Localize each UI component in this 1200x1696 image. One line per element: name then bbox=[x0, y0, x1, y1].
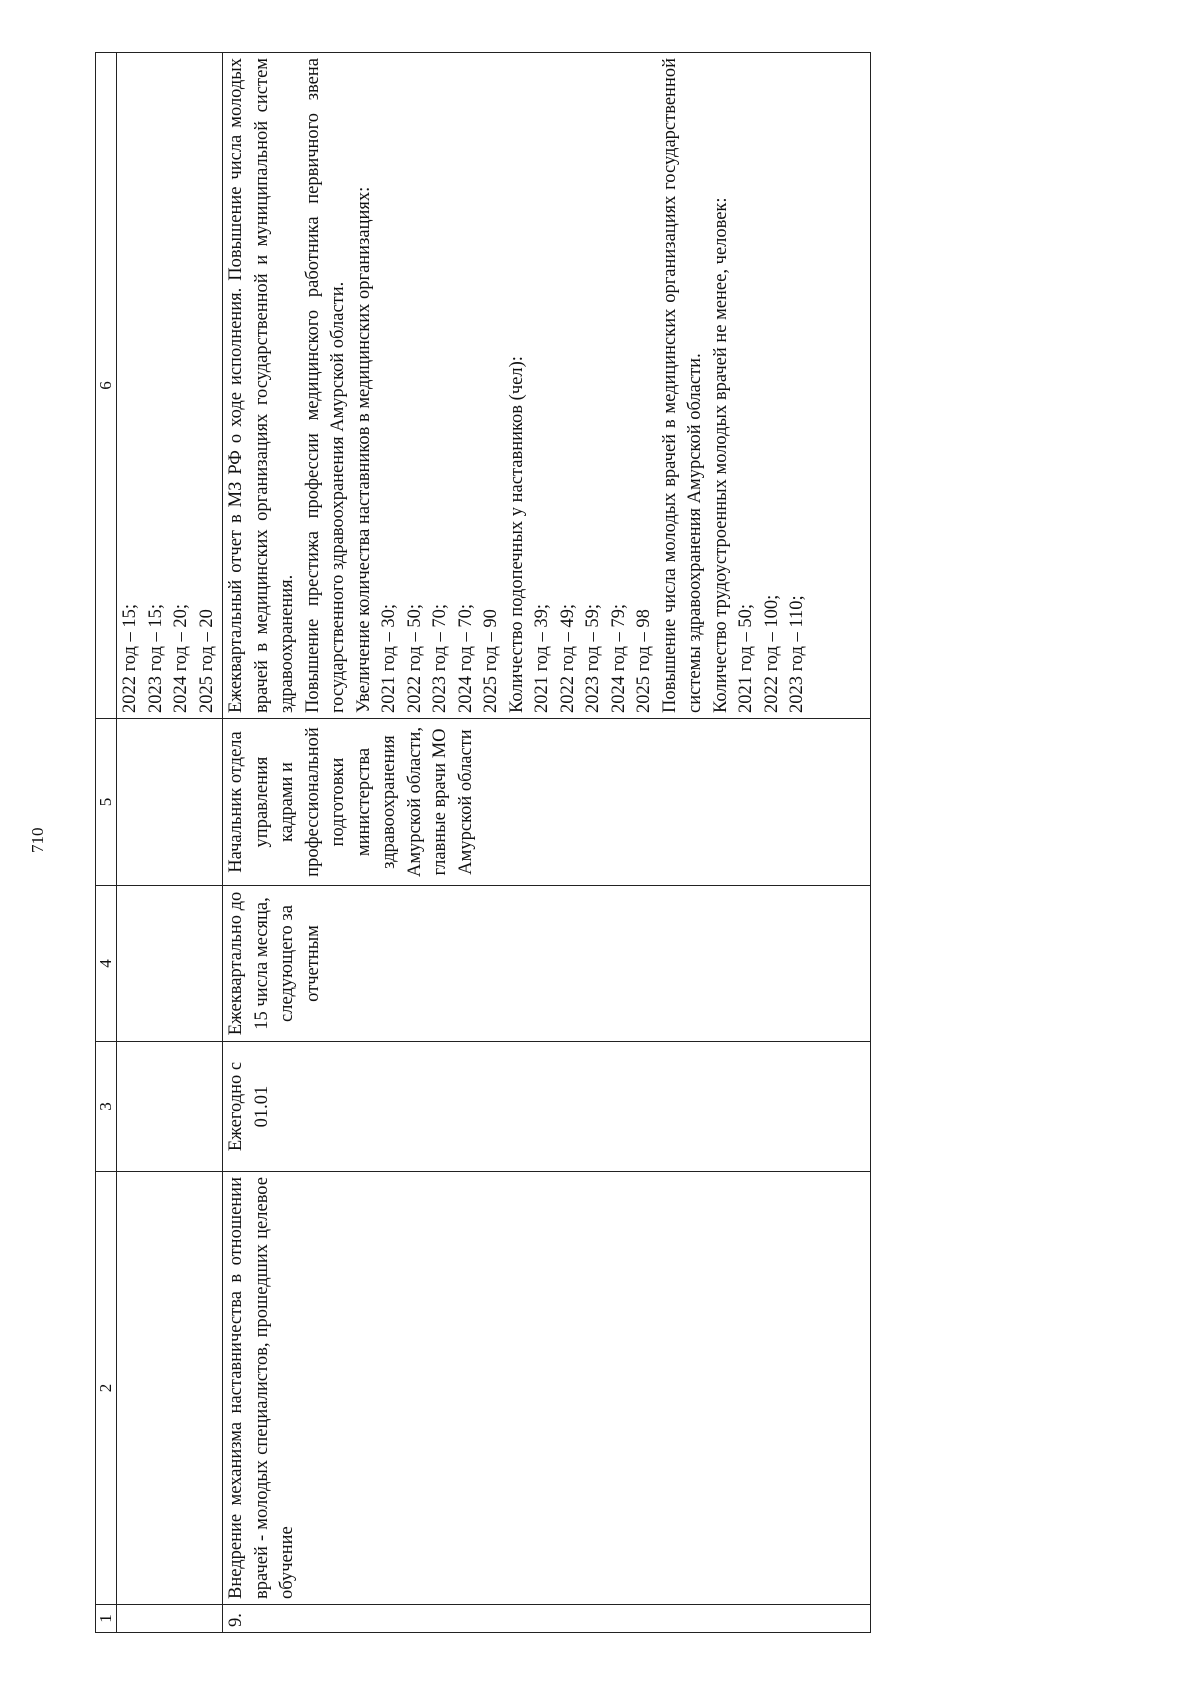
result-paragraph: Увеличение количества наставников в медицинских организациях: bbox=[353, 186, 374, 713]
result-paragraph: Количество подопечных у наставников (чел): bbox=[506, 356, 527, 713]
continuation-line: 2023 год – 15; bbox=[145, 603, 166, 713]
continuation-row bbox=[117, 53, 223, 1633]
continuation-line: 2022 год – 15; bbox=[120, 603, 140, 713]
result-paragraph: Количество трудоустроенных молодых врачей не менее, человек: bbox=[710, 197, 731, 713]
mentors-line: 2023 год – 70; bbox=[430, 603, 450, 713]
continuation-cell-6 bbox=[117, 53, 223, 719]
employed-line: 2023 год – 110; bbox=[787, 595, 807, 713]
mentees-line: 2022 год – 49; bbox=[557, 603, 578, 713]
column-number-1: 1 bbox=[96, 1605, 117, 1633]
continuation-cell-3 bbox=[117, 1042, 223, 1172]
column-number-2: 2 bbox=[96, 1172, 117, 1605]
mentees-line: 2023 год – 59; bbox=[583, 603, 603, 713]
mentors-line: 2025 год – 90 bbox=[481, 609, 501, 713]
continuation-line: 2024 год – 20; bbox=[171, 603, 191, 713]
responsible-cell: Начальник отдела управления кадрами и профессиональной подготовки министерства здравоохранения Амурской области, главные врачи МО Амурской области bbox=[223, 719, 871, 886]
mentees-line: 2024 год – 79; bbox=[608, 603, 629, 713]
mentors-line: 2024 год – 70; bbox=[455, 603, 476, 713]
reporting-deadline-cell: Ежеквартально до 15 числа месяца, следующего за отчетным bbox=[223, 886, 871, 1042]
plan-table bbox=[95, 52, 871, 1633]
column-number-5: 5 bbox=[96, 719, 117, 886]
employed-line: 2022 год – 100; bbox=[761, 594, 782, 713]
table-row bbox=[223, 53, 871, 1633]
continuation-line: 2025 год – 20 bbox=[196, 609, 217, 713]
employed-line: 2021 год – 50; bbox=[736, 603, 756, 713]
column-number-3: 3 bbox=[96, 1042, 117, 1172]
continuation-cell-1 bbox=[117, 1605, 223, 1633]
continuation-cell-2 bbox=[117, 1172, 223, 1605]
result-paragraph: Повышение числа молодых врачей в медицинских организациях государственной системы здравоохранения Амурской области. bbox=[659, 58, 705, 713]
row-number: 9. bbox=[223, 1605, 871, 1633]
result-cell bbox=[223, 53, 871, 719]
mentees-line: 2025 год – 98 bbox=[634, 609, 654, 713]
start-date-cell: Ежегодно с 01.01 bbox=[223, 1042, 871, 1172]
activity-cell: Внедрение механизма наставничества в отношении врачей - молодых специалистов, прошедших целевое обучение bbox=[223, 1172, 871, 1605]
continuation-cell-5 bbox=[117, 719, 223, 886]
column-number-6: 6 bbox=[96, 53, 117, 719]
result-paragraph: Повышение престижа профессии медицинского работника первичного звена государственного здравоохранения Амурской области. bbox=[302, 58, 348, 713]
mentors-line: 2021 год – 30; bbox=[379, 603, 399, 713]
result-paragraph: Ежеквартальный отчет в МЗ РФ о ходе исполнения. Повышение числа молодых врачей в медицинских организациях государственной и муниципальной систем здравоохранения. bbox=[226, 58, 297, 713]
page-number: 710 bbox=[28, 827, 47, 853]
rotated-page-content bbox=[95, 53, 1005, 1633]
mentors-line: 2022 год – 50; bbox=[404, 603, 425, 713]
continuation-cell-4 bbox=[117, 886, 223, 1042]
mentees-line: 2021 год – 39; bbox=[532, 603, 552, 713]
column-number-row bbox=[96, 53, 117, 1633]
column-number-4: 4 bbox=[96, 886, 117, 1042]
